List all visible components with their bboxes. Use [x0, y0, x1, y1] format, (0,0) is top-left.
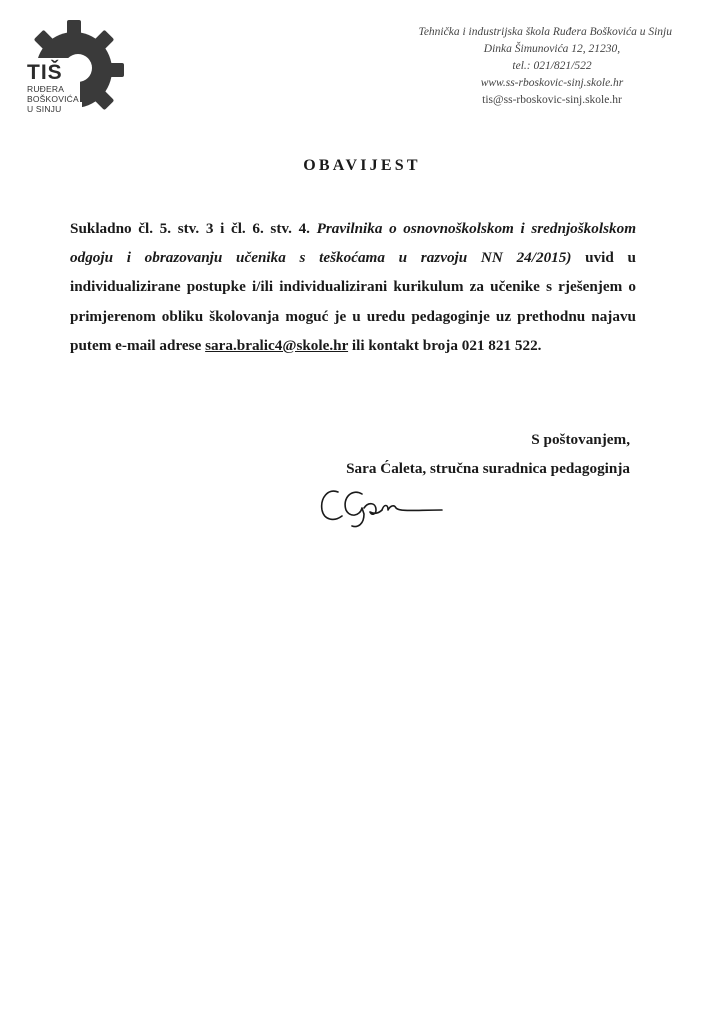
signatory-name: Sara Ćaleta, stručna suradnica pedagoginja	[346, 460, 630, 477]
school-contact-header	[372, 24, 672, 109]
body-intro: Sukladno čl. 5. stv. 3 i čl. 6. stv. 4.	[70, 220, 317, 237]
school-website-link[interactable]: www.ss-rboskovic-sinj.skole.hr	[480, 77, 624, 89]
logo-line: BOŠKOVIĆA	[27, 94, 79, 104]
school-logo	[18, 14, 126, 122]
closing-block	[346, 425, 630, 483]
closing-greeting: S poštovanjem,	[531, 431, 630, 448]
logo-text	[27, 62, 97, 114]
school-email-link[interactable]: tis@ss-rboskovic-sinj.skole.hr	[482, 94, 622, 106]
regulation-reference: Pravilnika o osnovnoškolskom i srednjoškolskom odgoju i obrazovanju učenika s teškoćama u razvoju NN 24/2015)	[70, 220, 637, 267]
handwritten-signature	[318, 484, 448, 530]
logo-line: RUĐERA	[27, 84, 65, 94]
school-address: Dinka Šimunovića 12, 21230,	[483, 43, 621, 55]
body-main: uvid u individualizirane postupke i/ili individualizirani kurikulum za učenike s rješenjem o primjerenom obliku školovanja moguć je u uredu pedagoginje uz prethodnu najavu putem e-mail adrese	[70, 249, 636, 354]
school-phone: tel.: 021/821/522	[512, 60, 592, 72]
page-title: OBAVIJEST	[303, 157, 421, 174]
school-name: Tehnička i industrijska škola Ruđera Boškovića u Sinju	[418, 26, 672, 38]
contact-email-link[interactable]: sara.bralic4@skole.hr	[205, 336, 349, 354]
notice-body	[70, 214, 636, 360]
logo-mark: TIŠ	[27, 61, 63, 84]
body-ending: ili kontakt broja 021 821 522.	[348, 336, 542, 354]
logo-line: U SINJU	[27, 104, 62, 114]
